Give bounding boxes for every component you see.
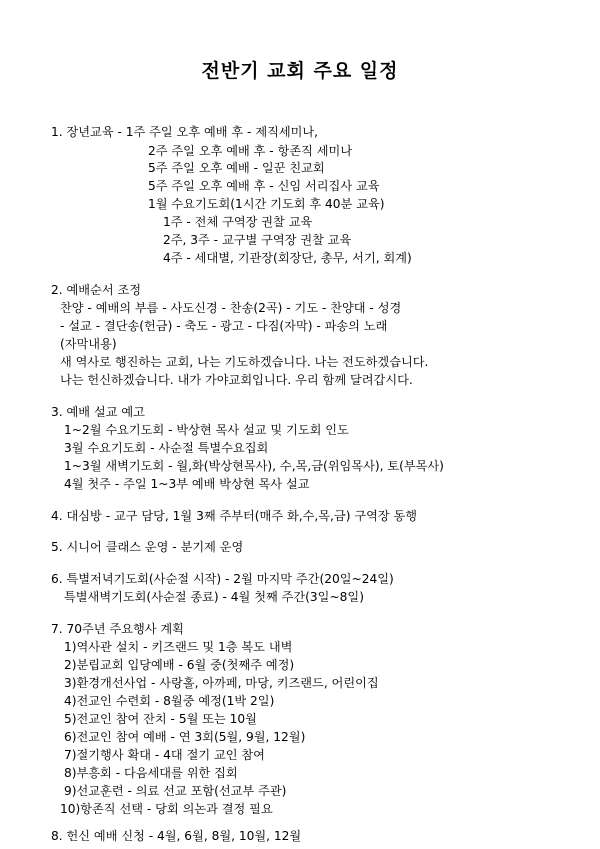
section-1-line: 1주 - 전체 구역장 권찰 교육: [163, 215, 313, 229]
section-2-line: 찬양 - 예배의 부름 - 사도신경 - 찬송(2곡) - 기도 - 찬양대 - 성경: [60, 301, 402, 315]
section-1-line: 5주 주일 오후 예배 후 - 신임 서리집사 교육: [148, 179, 380, 193]
section-3-line: 4월 첫주 - 주일 1~3부 예배 박상현 목사 설교: [64, 477, 310, 491]
section-6-heading: 6. 특별저녁기도회(사순절 시작) - 2월 마지막 주간(20일~24일): [51, 572, 394, 586]
section-5-heading: 5. 시니어 클래스 운영 - 분기제 운영: [51, 540, 244, 554]
section-2-line: 나는 헌신하겠습니다. 내가 가야교회입니다. 우리 함께 달려갑시다.: [60, 373, 413, 387]
section-2-heading: 2. 예배순서 조정: [51, 283, 142, 297]
section-7-heading: 7. 70주년 주요행사 계획: [51, 622, 184, 636]
section-6-line: 특별새벽기도회(사순절 종료) - 4월 첫째 주간(3일~8일): [64, 590, 364, 604]
section-7-line: 8)부흥회 - 다음세대를 위한 집회: [64, 766, 238, 780]
section-7-line: 3)환경개선사업 - 사랑홀, 아까페, 마당, 키즈랜드, 어린이집: [64, 676, 379, 690]
section-4-heading: 4. 대심방 - 교구 담당, 1월 3째 주부터(매주 화,수,목,금) 구역장 동행: [51, 509, 418, 523]
section-7-line: 6)전교인 참여 예배 - 연 3회(5월, 9월, 12월): [64, 730, 306, 744]
section-1-heading: 1. 장년교육 - 1주 주일 오후 예배 후 - 제직세미나,: [51, 125, 319, 139]
section-2-line: - 설교 - 결단송(헌금) - 축도 - 광고 - 다짐(자막) - 파송의 노래: [60, 319, 388, 333]
section-1-line: 2주 주일 오후 예배 후 - 항존직 세미나: [148, 144, 353, 158]
section-7-line: 7)절기행사 확대 - 4대 절기 교인 참여: [64, 748, 265, 762]
section-1-line: 1월 수요기도회(1시간 기도회 후 40분 교육): [148, 197, 385, 211]
section-1-line: 5주 주일 오후 예배 - 일꾼 친교회: [148, 161, 325, 175]
section-3-line: 1~2월 수요기도회 - 박상현 목사 설교 및 기도회 인도: [64, 423, 349, 437]
section-1-line: 2주, 3주 - 교구별 구역장 권찰 교육: [163, 233, 352, 247]
section-3-line: 1~3월 새벽기도회 - 월,화(박상현목사), 수,목,금(위임목사), 토(부목사): [64, 459, 444, 473]
section-3-heading: 3. 예배 설교 예고: [51, 405, 145, 419]
section-1-line: 4주 - 세대별, 기관장(회장단, 총무, 서기, 회계): [163, 251, 412, 265]
section-7-line: 10)항존직 선택 - 당회 의논과 결정 필요: [60, 802, 273, 816]
section-3-line: 3월 수요기도회 - 사순절 특별수요집회: [64, 441, 269, 455]
section-7-line: 5)전교인 참여 잔치 - 5월 또는 10월: [64, 712, 257, 726]
section-7-line: 2)분립교회 입당예배 - 6월 중(첫째주 예정): [64, 658, 295, 672]
section-7-line: 4)전교인 수련회 - 8월중 예정(1박 2일): [64, 694, 275, 708]
section-2-line: (자막내용): [60, 337, 117, 351]
section-7-line: 9)선교훈련 - 의료 선교 포함(선교부 주관): [64, 784, 287, 798]
page-title: 전반기 교회 주요 일정: [201, 60, 399, 82]
section-2-line: 새 역사로 행진하는 교회, 나는 기도하겠습니다. 나는 전도하겠습니다.: [60, 355, 429, 369]
section-8-heading: 8. 헌신 예배 신청 - 4월, 6월, 8월, 10월, 12월: [51, 829, 302, 843]
section-7-line: 1)역사관 설치 - 키즈랜드 및 1층 복도 내벽: [64, 640, 293, 654]
